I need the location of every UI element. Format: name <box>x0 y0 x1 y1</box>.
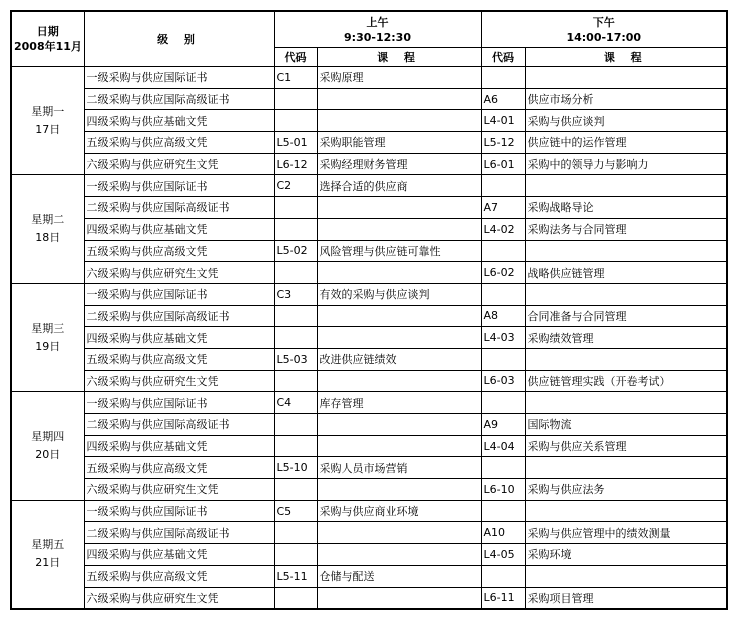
am-code-cell <box>274 414 317 436</box>
am-course-cell <box>317 262 481 284</box>
afternoon-header <box>481 11 727 48</box>
pm-course-cell <box>525 283 727 305</box>
pm-code-cell: L6-10 <box>481 479 525 501</box>
afternoon-title: 下午 <box>592 15 615 29</box>
pm-course-cell <box>525 348 727 370</box>
level-cell: 六级采购与供应研究生文凭 <box>84 370 274 392</box>
pm-course-cell <box>525 67 727 89</box>
pm-course-cell <box>525 392 727 414</box>
pm-course-cell <box>525 500 727 522</box>
level-cell: 四级采购与供应基础文凭 <box>84 435 274 457</box>
pm-course-cell <box>525 565 727 587</box>
weekday-label: 星期一 <box>31 104 65 118</box>
level-cell: 六级采购与供应研究生文凭 <box>84 479 274 501</box>
am-course-cell: 采购职能管理 <box>317 132 481 154</box>
pm-code-cell <box>481 283 525 305</box>
table-row <box>11 587 727 609</box>
pm-course-cell: 供应链管理实践（开卷考试） <box>525 370 727 392</box>
pm-course-cell: 供应市场分析 <box>525 88 727 110</box>
pm-course-cell: 采购与供应法务 <box>525 479 727 501</box>
am-course-cell: 库存管理 <box>317 392 481 414</box>
table-row <box>11 457 727 479</box>
am-code-cell <box>274 262 317 284</box>
table-row <box>11 414 727 436</box>
pm-course-cell <box>525 175 727 197</box>
pm-course-cell: 采购环境 <box>525 544 727 566</box>
table-row <box>11 67 727 89</box>
am-course-cell: 改进供应链绩效 <box>317 348 481 370</box>
level-cell: 二级采购与供应国际高级证书 <box>84 522 274 544</box>
am-course-cell <box>317 522 481 544</box>
table-row <box>11 283 727 305</box>
date-label: 20日 <box>35 448 61 462</box>
table-row <box>11 262 727 284</box>
am-course-cell: 有效的采购与供应谈判 <box>317 283 481 305</box>
pm-course-cell <box>525 457 727 479</box>
am-code-cell <box>274 197 317 219</box>
date-label: 17日 <box>35 122 61 136</box>
pm-code-cell <box>481 67 525 89</box>
level-cell: 二级采购与供应国际高级证书 <box>84 305 274 327</box>
level-cell: 一级采购与供应国际证书 <box>84 175 274 197</box>
pm-course-cell: 供应链中的运作管理 <box>525 132 727 154</box>
am-code-cell <box>274 587 317 609</box>
am-course-cell <box>317 435 481 457</box>
level-cell: 一级采购与供应国际证书 <box>84 392 274 414</box>
pm-code-cell: L4-04 <box>481 435 525 457</box>
level-cell: 五级采购与供应高级文凭 <box>84 240 274 262</box>
pm-code-cell: L4-03 <box>481 327 525 349</box>
am-code-cell: C4 <box>274 392 317 414</box>
am-code-cell: C1 <box>274 67 317 89</box>
pm-course-header: 课 程 <box>525 48 727 67</box>
pm-code-cell <box>481 500 525 522</box>
date-header-month: 2008年11月 <box>14 40 82 53</box>
level-cell: 五级采购与供应高级文凭 <box>84 132 274 154</box>
pm-course-cell: 国际物流 <box>525 414 727 436</box>
am-course-cell: 采购人员市场营销 <box>317 457 481 479</box>
day-cell <box>11 500 84 609</box>
day-cell <box>11 175 84 283</box>
am-code-header: 代码 <box>274 48 317 67</box>
level-cell: 二级采购与供应国际高级证书 <box>84 414 274 436</box>
am-code-cell: C3 <box>274 283 317 305</box>
weekday-label: 星期二 <box>31 213 65 227</box>
date-label: 21日 <box>35 556 61 570</box>
table-row <box>11 435 727 457</box>
am-course-cell <box>317 544 481 566</box>
am-course-cell <box>317 197 481 219</box>
level-cell: 四级采购与供应基础文凭 <box>84 544 274 566</box>
pm-code-cell <box>481 457 525 479</box>
am-course-cell: 选择合适的供应商 <box>317 175 481 197</box>
am-code-cell: L5-03 <box>274 348 317 370</box>
table-row <box>11 240 727 262</box>
table-row <box>11 110 727 132</box>
pm-code-cell <box>481 240 525 262</box>
am-code-cell <box>274 218 317 240</box>
table-row <box>11 197 727 219</box>
am-course-cell <box>317 479 481 501</box>
level-header-label: 级 别 <box>157 33 201 46</box>
am-course-cell <box>317 414 481 436</box>
table-row <box>11 153 727 175</box>
date-column-header <box>11 11 84 67</box>
table-row <box>11 370 727 392</box>
am-course-cell: 采购与供应商业环境 <box>317 500 481 522</box>
pm-course-cell: 采购与供应管理中的绩效测量 <box>525 522 727 544</box>
am-course-cell <box>317 587 481 609</box>
exam-schedule-table <box>10 10 728 610</box>
am-course-cell <box>317 88 481 110</box>
level-cell: 四级采购与供应基础文凭 <box>84 218 274 240</box>
level-cell: 四级采购与供应基础文凭 <box>84 327 274 349</box>
afternoon-time: 14:00-17:00 <box>566 30 642 44</box>
level-cell: 六级采购与供应研究生文凭 <box>84 153 274 175</box>
am-code-cell: C2 <box>274 175 317 197</box>
am-code-cell <box>274 110 317 132</box>
table-row <box>11 348 727 370</box>
pm-code-cell <box>481 348 525 370</box>
schedule-body <box>11 67 727 610</box>
pm-code-cell: A8 <box>481 305 525 327</box>
pm-code-cell: L4-05 <box>481 544 525 566</box>
table-row <box>11 479 727 501</box>
pm-course-cell: 采购项目管理 <box>525 587 727 609</box>
pm-code-cell: L4-01 <box>481 110 525 132</box>
pm-code-cell: L4-02 <box>481 218 525 240</box>
level-cell: 一级采购与供应国际证书 <box>84 500 274 522</box>
level-cell: 二级采购与供应国际高级证书 <box>84 197 274 219</box>
table-row <box>11 565 727 587</box>
day-cell <box>11 392 84 500</box>
table-row <box>11 132 727 154</box>
pm-course-cell: 采购法务与合同管理 <box>525 218 727 240</box>
day-cell <box>11 283 84 391</box>
level-cell: 四级采购与供应基础文凭 <box>84 110 274 132</box>
pm-code-cell: A9 <box>481 414 525 436</box>
weekday-label: 星期三 <box>31 321 65 335</box>
pm-code-cell: A6 <box>481 88 525 110</box>
date-label: 18日 <box>35 231 61 245</box>
table-row <box>11 218 727 240</box>
pm-code-cell: L6-01 <box>481 153 525 175</box>
am-course-cell: 采购经理财务管理 <box>317 153 481 175</box>
table-row <box>11 392 727 414</box>
pm-course-cell: 采购与供应关系管理 <box>525 435 727 457</box>
am-course-cell <box>317 305 481 327</box>
pm-course-cell: 合同准备与合同管理 <box>525 305 727 327</box>
am-code-cell <box>274 522 317 544</box>
am-code-cell <box>274 479 317 501</box>
am-course-cell <box>317 110 481 132</box>
level-column-header <box>84 11 274 67</box>
table-row <box>11 544 727 566</box>
level-cell: 五级采购与供应高级文凭 <box>84 565 274 587</box>
am-code-cell <box>274 327 317 349</box>
pm-course-cell: 采购与供应谈判 <box>525 110 727 132</box>
am-course-header: 课 程 <box>317 48 481 67</box>
am-course-cell <box>317 327 481 349</box>
pm-code-cell: L6-03 <box>481 370 525 392</box>
pm-course-cell: 采购战略导论 <box>525 197 727 219</box>
level-cell: 一级采购与供应国际证书 <box>84 67 274 89</box>
table-row <box>11 522 727 544</box>
am-code-cell: L5-02 <box>274 240 317 262</box>
pm-code-cell: L5-12 <box>481 132 525 154</box>
level-cell: 五级采购与供应高级文凭 <box>84 457 274 479</box>
am-code-cell <box>274 88 317 110</box>
pm-code-cell <box>481 175 525 197</box>
am-code-cell: L5-10 <box>274 457 317 479</box>
level-cell: 六级采购与供应研究生文凭 <box>84 587 274 609</box>
level-cell: 五级采购与供应高级文凭 <box>84 348 274 370</box>
pm-code-cell: A7 <box>481 197 525 219</box>
table-row <box>11 88 727 110</box>
pm-code-cell <box>481 392 525 414</box>
table-row <box>11 175 727 197</box>
weekday-label: 星期五 <box>31 538 65 552</box>
pm-course-cell <box>525 240 727 262</box>
pm-code-cell: L6-02 <box>481 262 525 284</box>
morning-header <box>274 11 481 48</box>
am-code-cell <box>274 544 317 566</box>
morning-time: 9:30-12:30 <box>344 30 411 44</box>
am-code-cell: C5 <box>274 500 317 522</box>
am-code-cell <box>274 370 317 392</box>
pm-course-cell: 采购绩效管理 <box>525 327 727 349</box>
am-course-cell <box>317 218 481 240</box>
am-code-cell: L6-12 <box>274 153 317 175</box>
pm-code-cell: A10 <box>481 522 525 544</box>
date-label: 19日 <box>35 339 61 353</box>
pm-code-header: 代码 <box>481 48 525 67</box>
am-course-cell: 采购原理 <box>317 67 481 89</box>
table-row <box>11 327 727 349</box>
pm-course-cell: 战略供应链管理 <box>525 262 727 284</box>
pm-course-cell: 采购中的领导力与影响力 <box>525 153 727 175</box>
level-cell: 一级采购与供应国际证书 <box>84 283 274 305</box>
am-code-cell <box>274 435 317 457</box>
table-row <box>11 305 727 327</box>
level-cell: 二级采购与供应国际高级证书 <box>84 88 274 110</box>
date-header-label: 日期 <box>36 25 59 38</box>
am-course-cell <box>317 370 481 392</box>
day-cell <box>11 67 84 175</box>
am-course-cell: 仓储与配送 <box>317 565 481 587</box>
table-row <box>11 500 727 522</box>
weekday-label: 星期四 <box>31 430 65 444</box>
am-code-cell: L5-01 <box>274 132 317 154</box>
level-cell: 六级采购与供应研究生文凭 <box>84 262 274 284</box>
pm-code-cell: L6-11 <box>481 587 525 609</box>
am-code-cell <box>274 305 317 327</box>
am-code-cell: L5-11 <box>274 565 317 587</box>
am-course-cell: 风险管理与供应链可靠性 <box>317 240 481 262</box>
morning-title: 上午 <box>366 15 389 29</box>
pm-code-cell <box>481 565 525 587</box>
